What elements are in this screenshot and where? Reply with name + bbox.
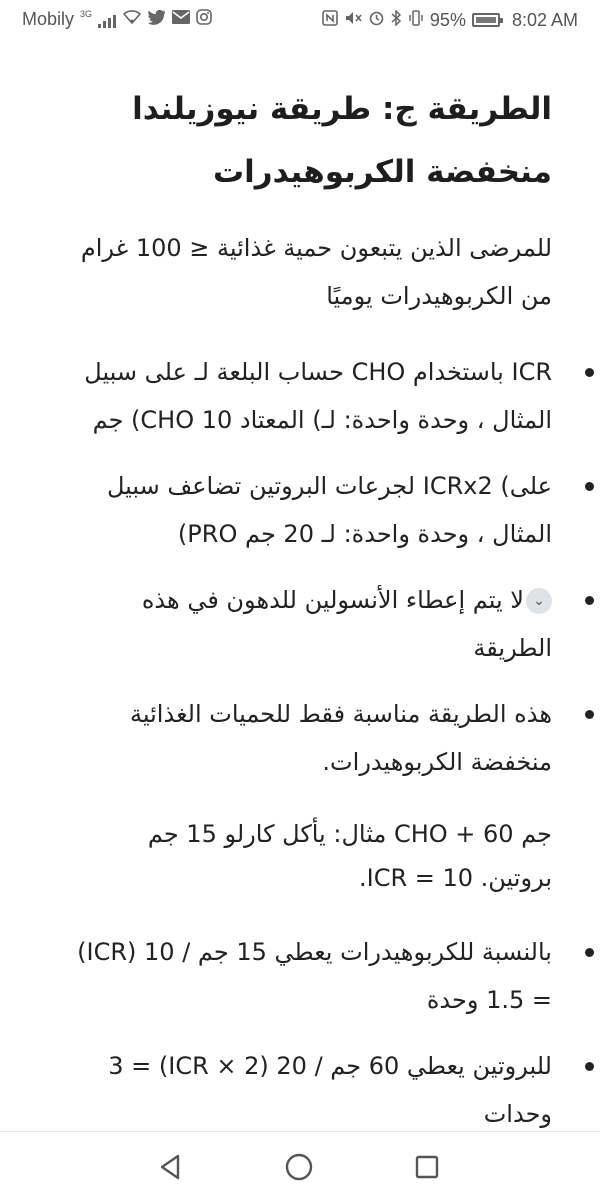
status-right xyxy=(322,9,578,31)
navigation-bar xyxy=(0,1131,600,1200)
signal-icon xyxy=(98,12,116,28)
heading-line-1: الطريقة ج: طريقة نيوزيلندا xyxy=(132,91,552,127)
list-item: ⌄لا يتم إعطاء الأنسولين للدهون في هذه الطريقة xyxy=(70,576,552,672)
vibrate-icon xyxy=(408,10,424,31)
bullet-dot xyxy=(585,596,594,605)
recent-apps-square-icon xyxy=(412,1152,442,1182)
list-item: للبروتين يعطي 60 جم / 20 (ICR × 2) = 3 وحدات xyxy=(70,1042,552,1132)
list-item: هذه الطريقة مناسبة فقط للحميات الغذائية منخفضة الكربوهيدرات. xyxy=(70,690,552,786)
bluetooth-icon xyxy=(391,10,402,31)
wifi-icon xyxy=(122,9,142,30)
article-scroll-view[interactable] xyxy=(0,40,600,1132)
back-button[interactable] xyxy=(156,1152,186,1182)
alarm-icon xyxy=(368,9,385,31)
recent-apps-button[interactable] xyxy=(412,1152,442,1182)
bullet-dot xyxy=(585,948,594,957)
list-item: على) ICRx2 لجرعات البروتين تضاعف سبيل المثال ، وحدة واحدة: لـ 20 جم PRO) xyxy=(70,462,552,558)
home-button[interactable] xyxy=(284,1152,314,1182)
heading-line-2: منخفضة الكربوهيدرات xyxy=(213,154,552,190)
bullet-dot xyxy=(585,710,594,719)
home-circle-icon xyxy=(284,1152,314,1182)
nfc-icon xyxy=(322,10,338,31)
twitter-icon xyxy=(148,10,166,30)
list-item: ICR باستخدام CHO حساب البلعة لـ على سبيل المثال ، وحدة واحدة: لـ) المعتاد 10 CHO) جم xyxy=(70,348,552,444)
bullet-dot xyxy=(585,1062,594,1071)
status-bar xyxy=(0,0,600,40)
list-item: بالنسبة للكربوهيدرات يعطي 15 جم / 10 (ICR) = 1.5 وحدة xyxy=(70,928,552,1024)
example-paragraph: جم 60 + CHO مثال: يأكل كارلو 15 جم بروتين. ICR = 10. xyxy=(147,820,552,892)
bullet-dot xyxy=(585,482,594,491)
battery-charging-icon xyxy=(472,13,500,27)
clock: 8:02 AM xyxy=(511,9,578,30)
intro-paragraph: للمرضى الذين يتبعون حمية غذائية ≤ 100 غرام من الكربوهيدرات يوميًا xyxy=(80,234,552,310)
instagram-icon xyxy=(196,9,212,30)
network-type: 3G xyxy=(80,8,93,19)
article xyxy=(0,78,600,1132)
example-bullets xyxy=(70,928,552,1132)
bullet-dot xyxy=(585,368,594,377)
mute-icon xyxy=(344,10,362,31)
status-left xyxy=(22,9,212,30)
method-bullets xyxy=(70,348,552,786)
article-heading xyxy=(70,78,552,204)
mail-icon xyxy=(172,10,190,29)
battery-percent: 95% xyxy=(429,9,466,30)
carrier-name: Mobily xyxy=(22,9,75,29)
collapse-chevron-icon[interactable]: ⌄ xyxy=(526,588,552,614)
back-triangle-icon xyxy=(156,1152,186,1182)
